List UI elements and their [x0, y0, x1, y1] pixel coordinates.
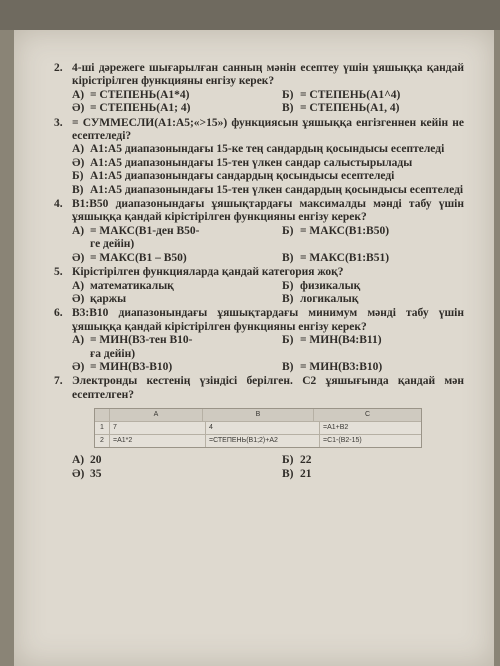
question-text: = СУММЕСЛИ(А1:А5;«>15») функциясын ұяшыққа енгізгеннен кейін не есептеледі?	[72, 116, 464, 143]
option-v[interactable]: В) 21	[282, 467, 312, 480]
option-a[interactable]: А) = МАКС(В1-ден В50-ге дейін)	[72, 224, 200, 251]
option-ae[interactable]: Ә) А1:А5 диапазонындағы 15-тен үлкен сандар салыстырылады	[72, 156, 413, 169]
option-a[interactable]: А) математикалық	[72, 279, 174, 292]
question-list	[54, 62, 464, 482]
option-b[interactable]: Б) = МИН(В4:В11)	[282, 334, 382, 347]
question-3	[54, 117, 464, 197]
question-text: Кірістірілген функцияларда қандай категория жоқ?	[72, 266, 344, 279]
spreadsheet-row	[95, 434, 421, 447]
option-v[interactable]: В) = СТЕПЕНЬ(А1, 4)	[282, 102, 400, 115]
spreadsheet-header-row	[95, 409, 421, 421]
question-text: 4-ші дәрежеге шығарылған санның мәнін есептеу үшін ұяшыққа қандай кірістірілген функцияны енгізу керек?	[72, 62, 464, 88]
cell: =A1*2	[109, 435, 205, 447]
question-number: 5.	[54, 266, 63, 279]
option-ae[interactable]: Ә) = МАКС(В1 – В50)	[72, 251, 187, 264]
textbook-page	[14, 30, 494, 666]
question-number: 3.	[54, 116, 63, 129]
column-header: B	[202, 409, 313, 421]
option-v[interactable]: В) = МИН(В3:В10)	[282, 360, 383, 373]
column-header: C	[313, 409, 421, 421]
option-a[interactable]: А) = СТЕПЕНЬ(А1*4)	[72, 88, 190, 101]
question-number: 7.	[54, 375, 63, 388]
question-5	[54, 266, 464, 306]
cell: 7	[109, 422, 205, 434]
spreadsheet-fragment	[94, 408, 422, 448]
question-text: В3:В10 диапазонындағы ұяшықтардағы минимум мәнді табу үшін ұяшыққа қандай кірістірілген функцияны енгізу керек?	[72, 307, 464, 333]
question-text: В1:В50 диапазонындағы ұяшықтардағы максималды мәнді табу үшін ұяшыққа қандай кірістірілген функцияны енгізу керек?	[72, 198, 464, 224]
corner-cell	[95, 409, 109, 421]
cell: =A1+B2	[319, 422, 421, 434]
question-number: 2.	[54, 62, 63, 74]
option-b[interactable]: Б) А1:А5 диапазонындағы сандардың қосындысы есептеледі	[72, 170, 395, 183]
cell: 4	[205, 422, 319, 434]
option-ae[interactable]: Ә) = МИН(В3-В10)	[72, 360, 173, 373]
background-edge	[0, 0, 500, 30]
option-ae[interactable]: Ә) 35	[72, 467, 102, 480]
row-header: 2	[100, 437, 104, 445]
option-v[interactable]: В) логикалық	[282, 292, 359, 305]
option-v[interactable]: В) А1:А5 диапазонындағы 15-тен үлкен сандардың қосындысы есептеледі	[72, 183, 464, 196]
option-b[interactable]: Б) = МАКС(В1:В50)	[282, 224, 390, 237]
option-a[interactable]: А) = МИН(В3-тен В10-ға дейін)	[72, 334, 193, 360]
question-number: 4.	[54, 198, 63, 211]
option-ae[interactable]: Ә) қаржы	[72, 292, 127, 305]
question-number: 6.	[54, 307, 63, 320]
question-4	[54, 198, 464, 265]
cell: =СТЕПЕНЬ(B1;2)+A2	[205, 435, 319, 447]
option-a[interactable]: А) 20	[72, 454, 102, 467]
question-6	[54, 307, 464, 374]
question-7	[54, 375, 464, 481]
cell: =C1-(B2-15)	[319, 435, 421, 447]
row-header: 1	[100, 424, 104, 432]
option-v[interactable]: В) = МАКС(В1:В51)	[282, 251, 390, 264]
option-b[interactable]: Б) 22	[282, 454, 312, 467]
spreadsheet-row	[95, 421, 421, 434]
question-text: Электронды кестенің үзіндісі берілген. С2 ұяшығында қандай мән есептелген?	[72, 375, 464, 401]
option-b[interactable]: Б) физикалық	[282, 279, 361, 292]
option-a[interactable]: А) А1:А5 диапазонындағы 15-ке тең сандардың қосындысы есептеледі	[72, 143, 445, 156]
option-ae[interactable]: Ә) = СТЕПЕНЬ(А1; 4)	[72, 102, 191, 115]
option-b[interactable]: Б) = СТЕПЕНЬ(А1^4)	[282, 88, 401, 101]
column-header: A	[109, 409, 202, 421]
question-2	[54, 62, 464, 116]
